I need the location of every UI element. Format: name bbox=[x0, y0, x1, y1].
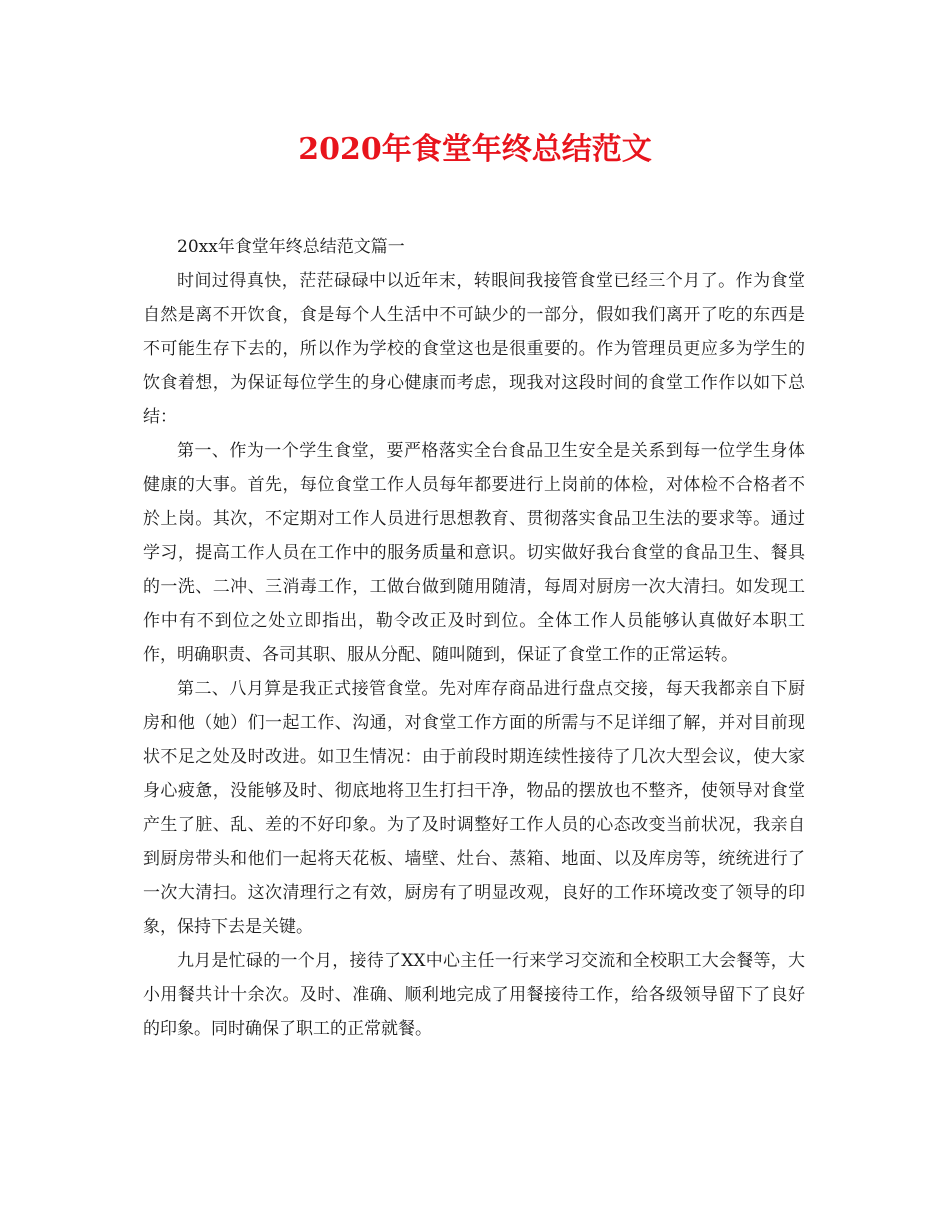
paragraph-first: 第一、作为一个学生食堂，要严格落实全台食品卫生安全是关系到每一位学生身体健康的大事。首先，每位食堂工作人员每年都要进行上岗前的体检，对体检不合格者不於上岗。其次，不定期对工作人员进行思想教育、贯彻落实食品卫生法的要求等。通过学习，提高工作人员在工作中的服务质量和意识。切实做好我台食堂的食品卫生、餐具的一洗、二冲、三消毒工作，工做台做到随用随清，每周对厨房一次大清扫。如发现工作中有不到位之处立即指出，勒令改正及时到位。全体工作人员能够认真做好本职工作，明确职责、各司其职、服从分配、随叫随到，保证了食堂工作的正常运转。 bbox=[143, 441, 805, 665]
section-heading: 20xx年食堂年终总结范文篇一 bbox=[177, 237, 405, 257]
document-body bbox=[143, 230, 805, 1046]
paragraph-september: 九月是忙碌的一个月，接待了XX中心主任一行来学习交流和全校职工大会餐等，大小用餐共计十余次。及时、准确、顺利地完成了用餐接待工作，给各级领导留下了良好的印象。同时确保了职工的正常就餐。 bbox=[143, 951, 805, 1039]
document-title: 2020年食堂年终总结范文 bbox=[298, 132, 652, 167]
paragraph-intro: 时间过得真快，茫茫碌碌中以近年末，转眼间我接管食堂已经三个月了。作为食堂自然是离不开饮食，食是每个人生活中不可缺少的一部分，假如我们离开了吃的东西是不可能生存下去的，所以作为学校的食堂这也是很重要的。作为管理员更应多为学生的饮食着想，为保证每位学生的身心健康而考虑，现我对这段时间的食堂工作作以如下总结： bbox=[143, 271, 805, 427]
paragraph-second: 第二、八月算是我正式接管食堂。先对库存商品进行盘点交接，每天我都亲自下厨房和他（她）们一起工作、沟通，对食堂工作方面的所需与不足详细了解，并对目前现状不足之处及时改进。如卫生情况：由于前段时期连续性接待了几次大型会议，使大家身心疲惫，没能够及时、彻底地将卫生打扫干净，物品的摆放也不整齐，使领导对食堂产生了脏、乱、差的不好印象。为了及时调整好工作人员的心态改变当前状况，我亲自到厨房带头和他们一起将天花板、墙壁、灶台、蒸箱、地面、以及库房等，统统进行了一次大清扫。这次清理行之有效，厨房有了明显改观，良好的工作环境改变了领导的印象，保持下去是关键。 bbox=[143, 679, 805, 937]
